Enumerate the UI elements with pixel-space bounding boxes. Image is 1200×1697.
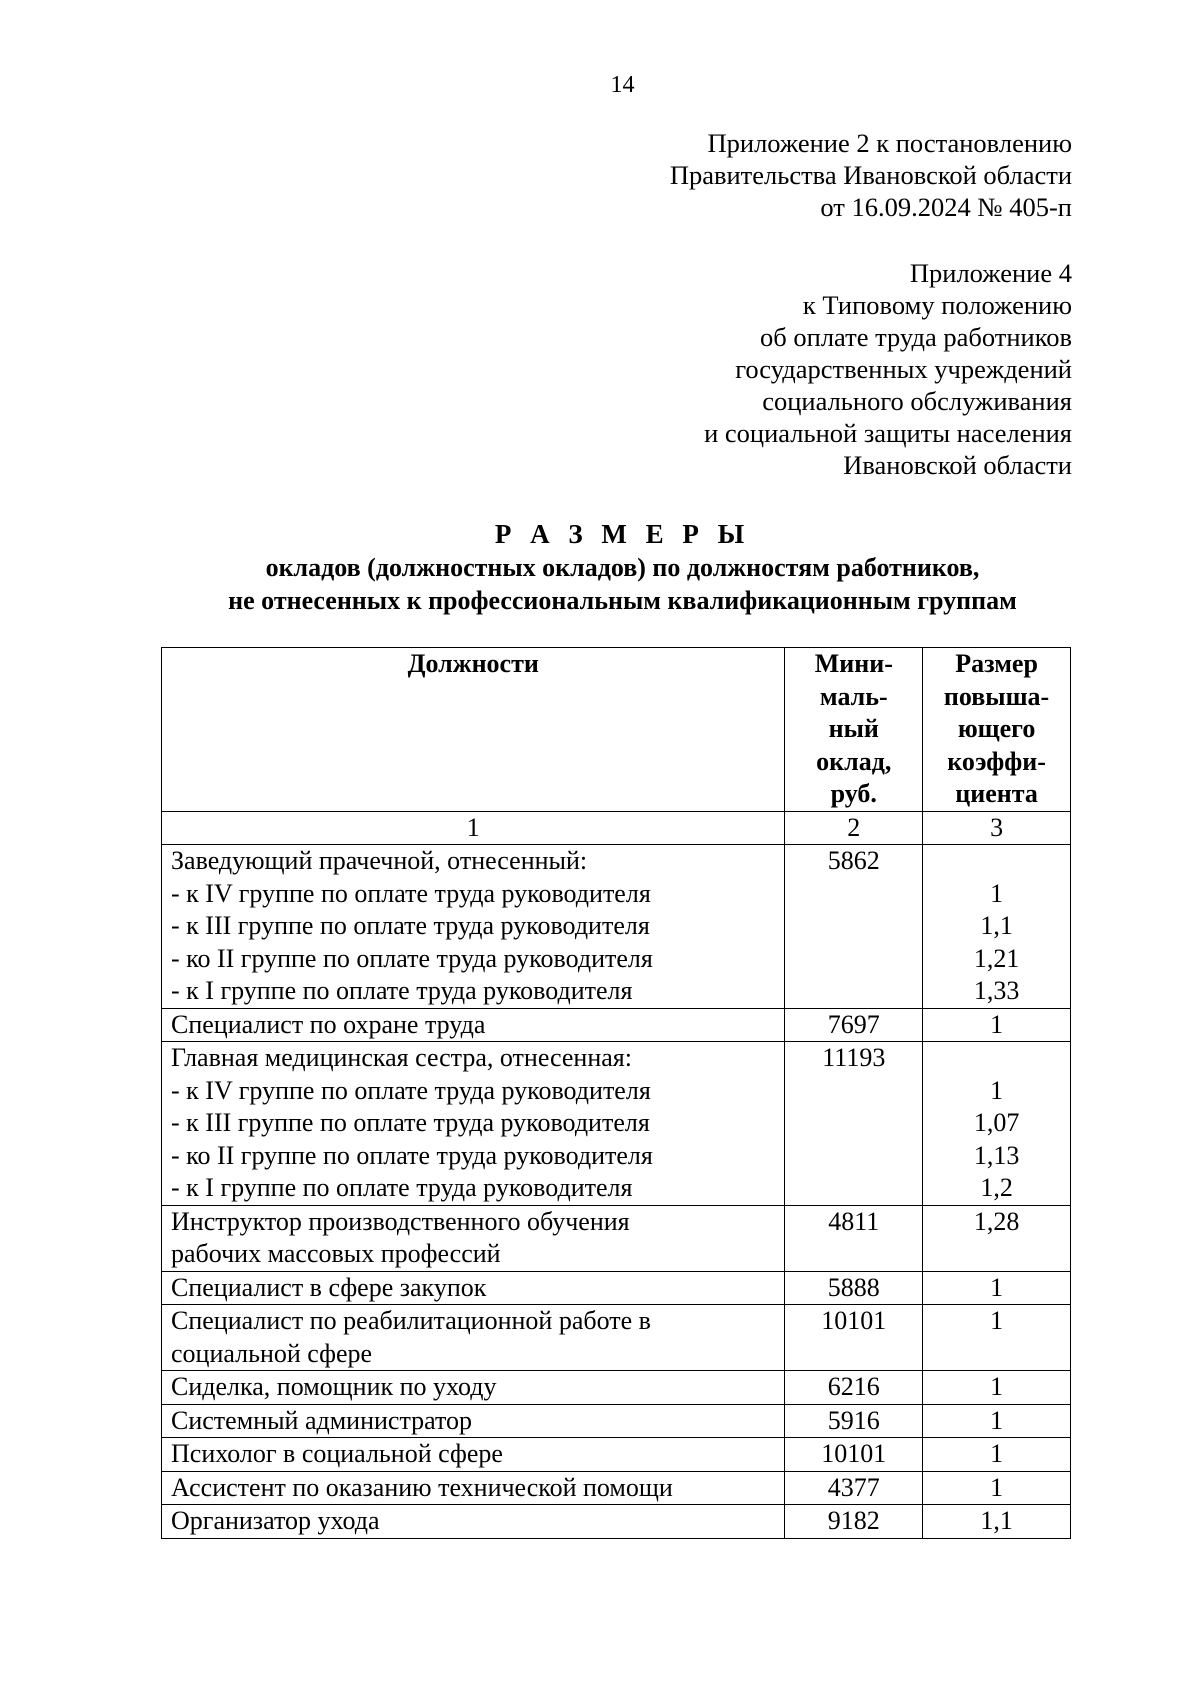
cell-line: - к I группе по оплате труда руководителя — [171, 1173, 633, 1202]
cell-line: Системный администратор — [171, 1405, 473, 1435]
min-salary-cell — [785, 1042, 923, 1206]
cell-line: 1 — [990, 1472, 1004, 1502]
column-number-row — [162, 811, 1071, 845]
cell-line: Специалист в сфере закупок — [171, 1272, 487, 1302]
header-line: руб. — [830, 779, 877, 808]
coefficient-cell — [923, 1008, 1071, 1042]
header-line: повыша- — [943, 681, 1050, 711]
title-line: окладов (должностных окладов) по должностям работников, — [265, 553, 980, 582]
table-row — [162, 845, 1071, 1009]
header-line: коэффи- — [947, 746, 1046, 776]
position-name-cell — [162, 1471, 785, 1505]
coefficient-cell — [923, 1205, 1071, 1271]
table-row — [162, 1404, 1071, 1438]
appendix-2-line: и социальной защиты населения — [704, 418, 1072, 448]
position-name-cell — [162, 1042, 785, 1206]
salary-table — [161, 647, 1071, 1539]
coefficient-cell — [923, 1438, 1071, 1472]
appendix-2-line: Ивановской области — [843, 450, 1072, 480]
cell-line: 7697 — [827, 1009, 880, 1039]
appendix-2-line: Приложение 4 — [909, 258, 1072, 288]
cell-line: - к IV группе по оплате труда руководителя — [171, 1075, 651, 1105]
header-coefficient — [923, 648, 1071, 812]
table-row — [162, 1271, 1071, 1305]
min-salary-cell — [785, 1471, 923, 1505]
position-name-cell — [162, 1404, 785, 1438]
header-line: оклад, — [816, 746, 892, 776]
position-name-cell — [162, 1438, 785, 1472]
cell-line: Ассистент по оказанию технической помощи — [171, 1472, 673, 1502]
cell-line: - ко II группе по оплате труда руководителя — [171, 1140, 653, 1170]
cell-line: Сиделка, помощник по уходу — [171, 1372, 497, 1401]
appendix-2-line: социального обслуживания — [762, 386, 1072, 416]
coefficient-cell — [923, 845, 1071, 1009]
cell-line: Инструктор производственного обучения — [171, 1206, 630, 1236]
title-line: не отнесенных к профессиональным квалификационным группам — [228, 586, 1017, 615]
coefficient-cell — [923, 1042, 1071, 1206]
min-salary-cell — [785, 1438, 923, 1472]
position-name-cell — [162, 1205, 785, 1271]
cell-line: 1,21 — [973, 943, 1020, 973]
table-row — [162, 1042, 1071, 1206]
coefficient-cell — [923, 1305, 1071, 1371]
cell-line: Специалист по реабилитационной работе в — [171, 1306, 651, 1335]
cell-line: 9182 — [827, 1506, 880, 1535]
min-salary-cell — [785, 1404, 923, 1438]
cell-line: Заведующий прачечной, отнесенный: — [171, 846, 588, 875]
page-number: 14 — [610, 72, 635, 98]
min-salary-cell — [785, 845, 923, 1009]
table-header-row — [162, 648, 1071, 812]
cell-line: рабочих массовых профессий — [171, 1239, 501, 1268]
cell-line: 1 — [990, 1009, 1004, 1039]
appendix-2-line: государственных учреждений — [735, 354, 1072, 384]
cell-line: - к IV группе по оплате труда руководителя — [171, 878, 651, 908]
min-salary-cell — [785, 1008, 923, 1042]
cell-line: 1,2 — [980, 1173, 1013, 1202]
cell-line: 1 — [990, 1372, 1004, 1401]
document-title — [0, 518, 1200, 617]
cell-line: 1 — [990, 878, 1004, 908]
coefficient-cell — [923, 1271, 1071, 1305]
min-salary-cell — [785, 1371, 923, 1405]
cell-line: 1,33 — [973, 976, 1020, 1005]
coefficient-cell — [923, 1371, 1071, 1405]
cell-line: - ко II группе по оплате труда руководителя — [171, 943, 653, 973]
cell-line: 1,1 — [980, 911, 1013, 940]
cell-line: 11193 — [822, 1043, 886, 1072]
cell-line: 1 — [990, 1439, 1004, 1468]
cell-line: 1,28 — [973, 1206, 1020, 1236]
table-body — [162, 845, 1071, 1539]
cell-line: 1,13 — [973, 1140, 1020, 1170]
title-main: Р А З М Е Р Ы — [494, 519, 751, 549]
position-name-cell — [162, 845, 785, 1009]
appendix-reference-regulation — [704, 257, 1072, 481]
cell-line: - к III группе по оплате труда руководителя — [171, 911, 650, 940]
header-line: Размер — [955, 649, 1038, 678]
cell-line — [923, 845, 1070, 878]
cell-line: 6216 — [827, 1372, 880, 1401]
cell-line: 1 — [990, 1075, 1004, 1105]
cell-line: - к I группе по оплате труда руководителя — [171, 976, 633, 1005]
cell-line: 10101 — [821, 1306, 887, 1335]
coefficient-cell — [923, 1471, 1071, 1505]
header-line: ющего — [957, 714, 1036, 743]
position-name-cell — [162, 1305, 785, 1371]
cell-line: 5916 — [827, 1405, 880, 1435]
table-row — [162, 1471, 1071, 1505]
cell-line: 10101 — [821, 1439, 887, 1468]
cell-line: 4377 — [827, 1472, 880, 1502]
coefficient-cell — [923, 1505, 1071, 1539]
cell-line: 1,07 — [973, 1108, 1020, 1137]
header-line: ный — [828, 714, 879, 743]
cell-line: 1,1 — [980, 1506, 1013, 1535]
appendix-1-line: Приложение 2 к постановлению — [707, 128, 1072, 158]
position-name-cell — [162, 1271, 785, 1305]
table-row — [162, 1305, 1071, 1371]
header-line: Мини- — [814, 649, 893, 678]
header-min-salary — [785, 648, 923, 812]
cell-line: Главная медицинская сестра, отнесенная: — [171, 1043, 632, 1072]
min-salary-cell — [785, 1505, 923, 1539]
cell-line: 5888 — [827, 1272, 880, 1302]
table-row — [162, 1371, 1071, 1405]
min-salary-cell — [785, 1205, 923, 1271]
cell-line: 5862 — [827, 846, 880, 875]
table-row — [162, 1438, 1071, 1472]
appendix-reference-resolution — [670, 127, 1072, 223]
cell-line: Организатор ухода — [171, 1506, 380, 1535]
cell-line: 1 — [990, 1405, 1004, 1435]
column-number: 2 — [785, 811, 923, 845]
cell-line: 1 — [990, 1272, 1004, 1302]
position-name-cell — [162, 1008, 785, 1042]
appendix-1-line: от 16.09.2024 № 405-п — [820, 192, 1072, 222]
header-line: маль- — [819, 681, 888, 711]
table-row — [162, 1505, 1071, 1539]
cell-line — [923, 1042, 1070, 1075]
table-row — [162, 1008, 1071, 1042]
cell-line: Психолог в социальной сфере — [171, 1439, 503, 1468]
cell-line: 4811 — [828, 1206, 880, 1236]
min-salary-cell — [785, 1271, 923, 1305]
table-row — [162, 1205, 1071, 1271]
cell-line: социальной сфере — [171, 1338, 373, 1368]
header-line: циента — [955, 779, 1038, 808]
cell-line: Специалист по охране труда — [171, 1009, 486, 1039]
position-name-cell — [162, 1371, 785, 1405]
column-number: 1 — [162, 811, 785, 845]
appendix-1-line: Правительства Ивановской области — [669, 160, 1072, 190]
appendix-2-line: к Типовому положению — [802, 290, 1072, 320]
position-name-cell — [162, 1505, 785, 1539]
appendix-2-line: об оплате труда работников — [760, 322, 1072, 352]
cell-line: 1 — [990, 1306, 1004, 1335]
header-positions: Должности — [162, 648, 785, 812]
coefficient-cell — [923, 1404, 1071, 1438]
min-salary-cell — [785, 1305, 923, 1371]
column-number: 3 — [923, 811, 1071, 845]
cell-line: - к III группе по оплате труда руководителя — [171, 1108, 650, 1137]
